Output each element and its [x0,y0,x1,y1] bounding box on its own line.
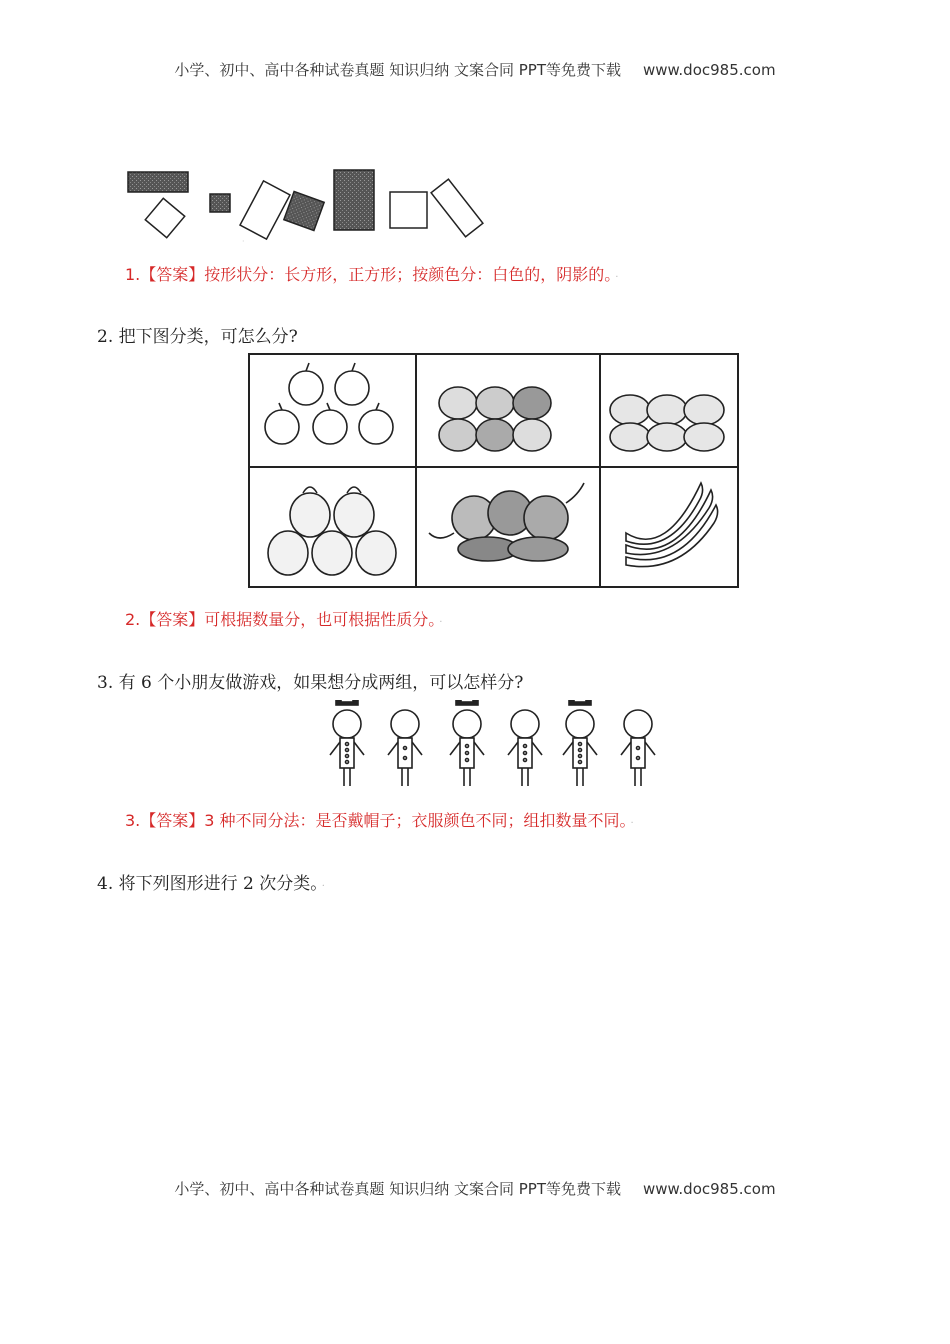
child-1-with-hat [330,700,364,786]
potatoes-drawing [610,395,724,451]
round-fruits-drawing [439,387,551,451]
q1-answer [125,262,618,285]
q4-question-text: 4. 将下列图形进行 2 次分类。 [97,874,319,894]
white-square [390,192,427,228]
shaded-rectangle-1 [128,172,188,192]
shaded-square-small [210,194,230,212]
paragraph-mark-icon: · [615,272,619,283]
child-3-with-hat [450,700,484,786]
fruit-grid-figure [248,353,740,589]
q1-answer-text: 1.【答案】按形状分：长方形，正方形；按颜色分：白色的，阴影的。 [125,265,613,284]
white-rectangle-tilted-1 [240,181,290,239]
q2-answer [125,607,442,630]
child-6 [621,710,655,786]
child-5-with-hat [563,700,597,786]
child-2 [388,710,422,786]
shaded-rectangle-tall [334,170,374,230]
q3-answer [125,808,634,831]
shaded-square-tilted [284,191,324,230]
q2-question: 2. 把下图分类，可怎么分? [97,327,298,347]
child-4 [508,710,542,786]
white-square-tilted-1 [145,198,184,237]
page-header [0,59,950,80]
paragraph-mark-icon: · [630,818,634,829]
footer-text: 小学、初中、高中各种试卷真题 知识归纳 文案合同 PPT等免费下载 [174,1180,621,1198]
white-rectangle-tilted-2 [431,179,483,237]
q2-answer-text: 2.【答案】可根据数量分，也可根据性质分。 [125,610,437,629]
shapes-figure [120,160,510,245]
small-mark: · [242,237,245,245]
page-footer [0,1178,950,1199]
q4-question [97,869,325,894]
q3-answer-text: 3.【答案】3 种不同分法：是否戴帽子；衣服颜色不同；组扣数量不同。 [125,811,628,830]
q3-question: 3. 有 6 个小朋友做游戏，如果想分成两组，可以怎样分? [97,673,524,693]
header-text: 小学、初中、高中各种试卷真题 知识归纳 文案合同 PPT等免费下载 [174,61,621,79]
header-site-link[interactable]: www.doc985.com [642,61,776,79]
children-figure [320,700,670,792]
paragraph-mark-icon: · [321,881,325,892]
footer-site-link[interactable]: www.doc985.com [642,1180,776,1198]
paragraph-mark-icon: · [439,617,443,628]
